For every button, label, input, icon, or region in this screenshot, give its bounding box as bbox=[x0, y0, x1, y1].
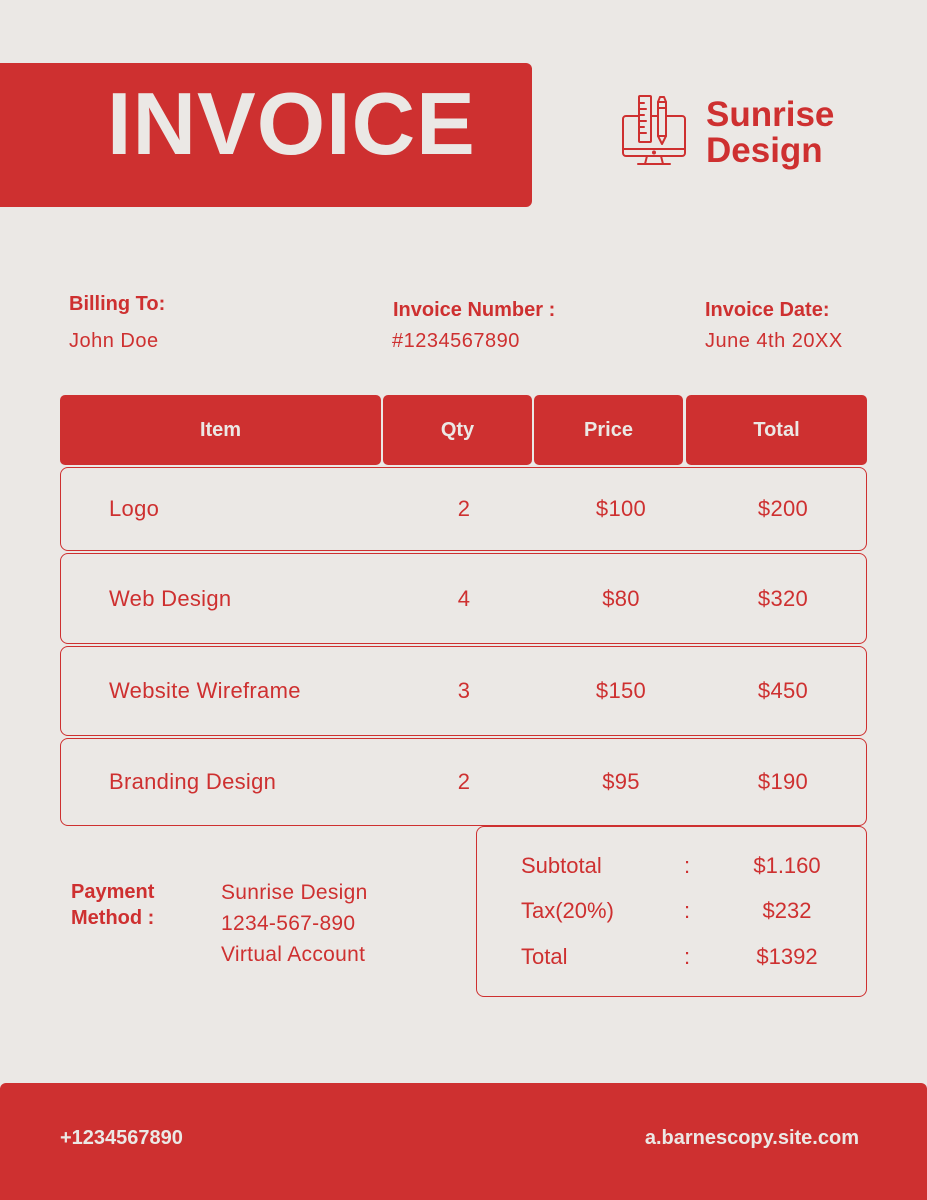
brand-name-line2: Design bbox=[706, 131, 823, 170]
payment-line: 1234-567-890 bbox=[221, 912, 356, 935]
table-header-price: Price bbox=[534, 395, 683, 465]
invoice-number-value: #1234567890 bbox=[392, 330, 520, 352]
tax-colon: : bbox=[684, 898, 691, 923]
payment-method-details bbox=[221, 877, 368, 970]
table-row bbox=[60, 738, 867, 826]
row-price: $100 bbox=[595, 496, 647, 521]
row-item: Website Wireframe bbox=[109, 678, 301, 703]
tax-label: Tax(20%) bbox=[521, 898, 614, 923]
payment-line: Sunrise Design bbox=[221, 881, 368, 904]
payment-label-line2: Method : bbox=[71, 907, 155, 929]
row-item: Branding Design bbox=[109, 769, 277, 794]
table-header-total: Total bbox=[686, 395, 867, 465]
total-value: $1392 bbox=[756, 944, 818, 969]
row-qty: 4 bbox=[457, 585, 471, 611]
total-row bbox=[477, 944, 866, 974]
row-price: $80 bbox=[602, 585, 640, 611]
table-row bbox=[60, 646, 867, 736]
table-header-item: Item bbox=[60, 395, 381, 465]
total-label: Total bbox=[521, 944, 568, 969]
invoice-date-value: June 4th 20XX bbox=[705, 330, 843, 352]
payment-label-line1: Payment bbox=[71, 881, 155, 903]
row-price: $95 bbox=[602, 769, 640, 794]
payment-method-label bbox=[71, 879, 154, 931]
brand-name bbox=[706, 97, 834, 169]
design-tools-monitor-icon bbox=[620, 94, 688, 168]
row-total: $320 bbox=[757, 585, 809, 611]
subtotal-value: $1.160 bbox=[753, 853, 821, 878]
payment-line: Virtual Account bbox=[221, 943, 366, 966]
table-row bbox=[60, 553, 867, 644]
table-row bbox=[60, 467, 867, 551]
footer-website[interactable]: a.barnescopy.site.com bbox=[644, 1127, 859, 1149]
row-item: Web Design bbox=[109, 585, 232, 611]
table-header-qty: Qty bbox=[383, 395, 532, 465]
footer-phone: +1234567890 bbox=[60, 1127, 183, 1149]
totals-box bbox=[476, 826, 867, 997]
subtotal-row bbox=[477, 853, 866, 883]
invoice-title: INVOICE bbox=[107, 74, 476, 173]
row-qty: 3 bbox=[457, 678, 471, 703]
tax-value: $232 bbox=[762, 898, 812, 923]
row-qty: 2 bbox=[457, 769, 471, 794]
billing-to-value: John Doe bbox=[69, 330, 159, 352]
row-total: $190 bbox=[757, 769, 809, 794]
subtotal-label: Subtotal bbox=[521, 853, 602, 878]
row-price: $150 bbox=[595, 678, 647, 703]
invoice-date-label: Invoice Date: bbox=[705, 299, 830, 321]
invoice-number-label: Invoice Number : bbox=[393, 299, 556, 321]
row-total: $450 bbox=[757, 678, 809, 703]
row-total: $200 bbox=[757, 496, 809, 521]
brand-name-line1: Sunrise bbox=[706, 95, 835, 134]
row-qty: 2 bbox=[457, 496, 471, 521]
subtotal-colon: : bbox=[684, 853, 691, 878]
row-item: Logo bbox=[109, 496, 160, 521]
total-colon: : bbox=[684, 944, 691, 969]
tax-row bbox=[477, 898, 866, 928]
billing-to-label: Billing To: bbox=[69, 293, 166, 315]
